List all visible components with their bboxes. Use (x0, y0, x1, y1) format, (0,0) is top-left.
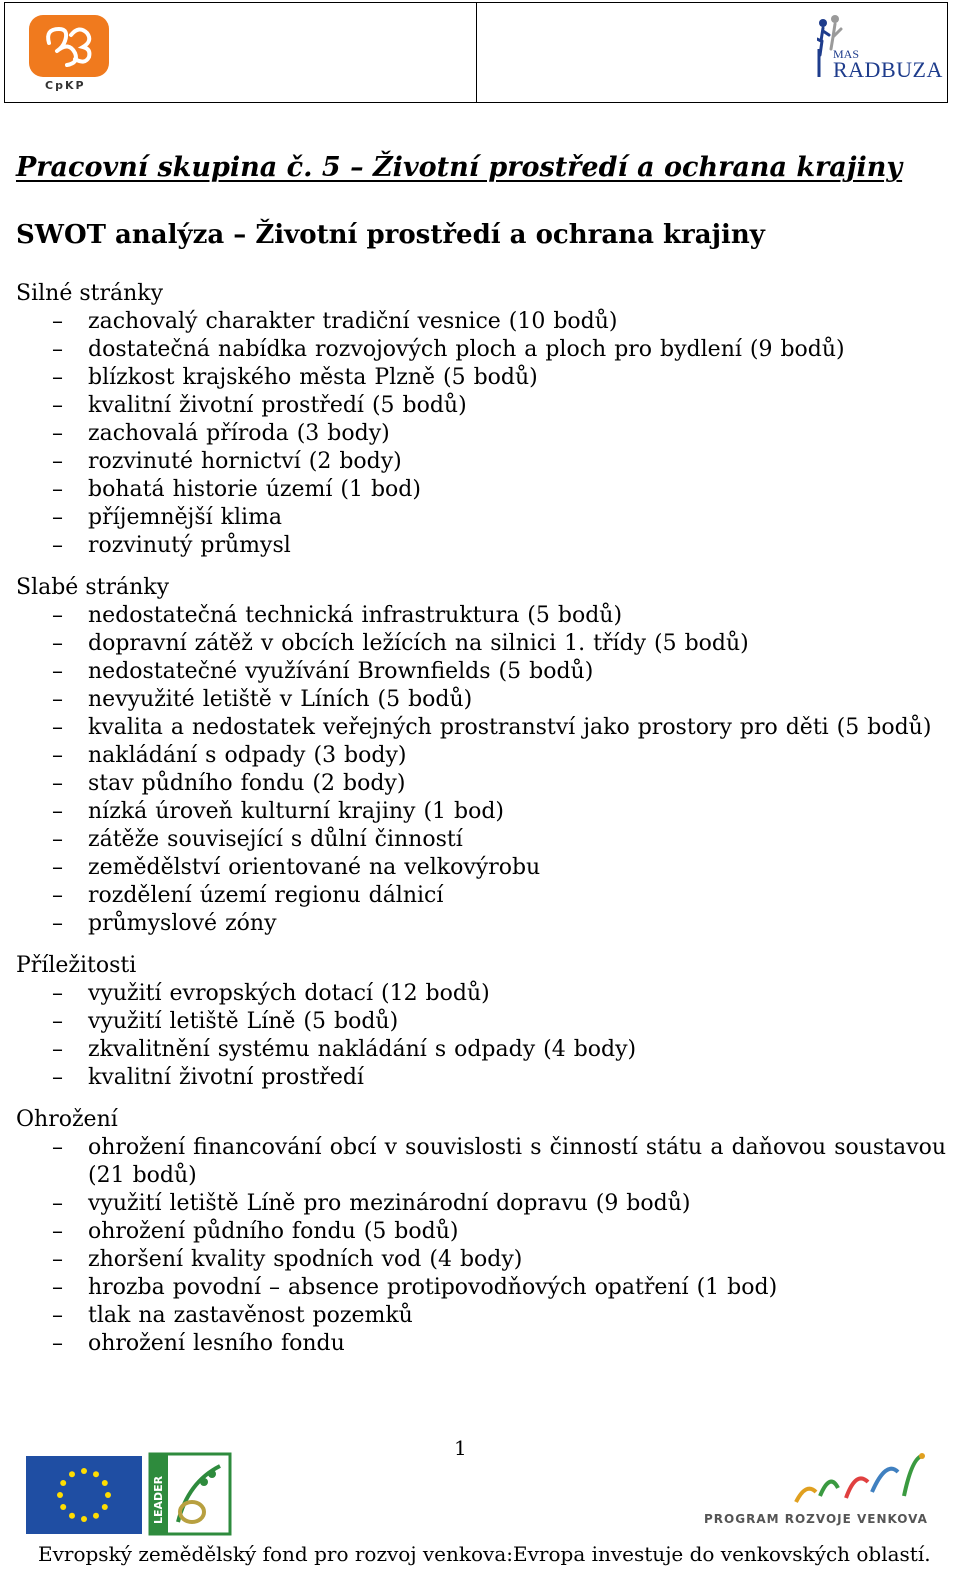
section-heading: Příležitosti (16, 953, 137, 978)
dash-bullet: – (52, 799, 63, 824)
eu-star-icon (102, 1480, 108, 1486)
eu-star-icon (93, 1471, 99, 1477)
list-item (16, 658, 946, 686)
list-item (16, 686, 946, 714)
eu-star-icon (69, 1513, 75, 1519)
eu-star-icon (102, 1504, 108, 1510)
list-item (16, 1274, 946, 1302)
list-item-text: zachovalá příroda (3 body) (88, 421, 390, 446)
dash-bullet: – (52, 715, 63, 740)
section-heading: Silné stránky (16, 281, 164, 306)
list-item-text: nedostatečné využívání Brownfields (5 bodů) (88, 659, 594, 684)
list-item (16, 854, 946, 882)
list-item (16, 364, 946, 392)
list-item-text: zemědělství orientované na velkovýrobu (88, 855, 541, 880)
dash-bullet: – (52, 337, 63, 362)
eu-star-icon (81, 1468, 87, 1474)
dash-bullet: – (52, 631, 63, 656)
eu-star-icon (60, 1480, 66, 1486)
swot-section (16, 280, 946, 560)
list-item-text: nevyužité letiště v Líních (5 bodů) (88, 687, 473, 712)
dash-bullet: – (52, 533, 63, 558)
dash-bullet: – (52, 1037, 63, 1062)
list-item-text: zkvalitnění systému nakládání s odpady (4 body) (88, 1037, 637, 1062)
mas-logo-name: RADBUZA (833, 57, 943, 82)
dash-bullet: – (52, 827, 63, 852)
footer-text: Evropský zemědělský fond pro rozvoj venkova:Evropa investuje do venkovských oblastí. (38, 1542, 931, 1566)
dash-bullet: – (52, 603, 63, 628)
list-item-text: dostatečná nabídka rozvojových ploch a ploch pro bydlení (9 bodů) (88, 337, 845, 362)
list-item (16, 798, 946, 826)
list-item-text: využití letiště Líně pro mezinárodní dopravu (9 bodů) (88, 1191, 691, 1216)
dash-bullet: – (52, 1275, 63, 1300)
section-heading: Slabé stránky (16, 575, 170, 600)
list-item-text: rozdělení území regionu dálnicí (88, 883, 444, 908)
program-rozvoje-venkova-logo-icon (776, 1452, 926, 1508)
swot-section (16, 574, 946, 938)
eu-star-icon (105, 1492, 111, 1498)
list-item-text: využití evropských dotací (12 bodů) (88, 981, 490, 1006)
list-item (16, 714, 946, 742)
list-item-text: ohrožení lesního fondu (88, 1331, 345, 1356)
dash-bullet: – (52, 771, 63, 796)
list-item (16, 1008, 946, 1036)
eu-star-icon (81, 1516, 87, 1522)
list-item-text: stav půdního fondu (2 body) (88, 771, 406, 796)
list-item-text: tlak na zastavěnost pozemků (88, 1303, 413, 1328)
dash-bullet: – (52, 1009, 63, 1034)
list-item-text: hrozba povodní – absence protipovodňových opatření (1 bod) (88, 1275, 778, 1300)
list-item-text: dopravní zátěž v obcích ležících na silnici 1. třídy (5 bodů) (88, 631, 749, 656)
dash-bullet: – (52, 911, 63, 936)
list-item (16, 336, 946, 364)
dash-bullet: – (52, 477, 63, 502)
list-item (16, 826, 946, 854)
list-item (16, 980, 946, 1008)
eu-star-icon (69, 1471, 75, 1477)
dash-bullet: – (52, 981, 63, 1006)
dash-bullet: – (52, 505, 63, 530)
dash-bullet: – (52, 659, 63, 684)
list-item (16, 1246, 946, 1274)
list-item-text: zachovalý charakter tradiční vesnice (10 bodů) (88, 309, 618, 334)
section-heading: Ohrožení (16, 1107, 118, 1132)
cpkp-logo-text: CpKP (45, 79, 86, 92)
header-cell-right (477, 3, 947, 102)
list-item (16, 602, 946, 630)
dash-bullet: – (52, 1247, 63, 1272)
list-item-text: využití letiště Líně (5 bodů) (88, 1009, 399, 1034)
dash-bullet: – (52, 1135, 63, 1160)
dash-bullet: – (52, 365, 63, 390)
list-item (16, 882, 946, 910)
dash-bullet: – (52, 1065, 63, 1090)
dash-bullet: – (52, 743, 63, 768)
list-item-text: kvalitní životní prostředí (5 bodů) (88, 393, 467, 418)
list-item (16, 1036, 946, 1064)
list-item-text: ohrožení půdního fondu (5 bodů) (88, 1219, 459, 1244)
list-item-text: nízká úroveň kulturní krajiny (1 bod) (88, 799, 505, 824)
footer-logos (0, 1452, 960, 1542)
list-item-text: nedostatečná technická infrastruktura (5 bodů) (88, 603, 623, 628)
list-item (16, 308, 946, 336)
list-item-text: rozvinuté hornictví (2 body) (88, 449, 402, 474)
swot-section (16, 952, 946, 1092)
program-rozvoje-venkova-text: PROGRAM ROZVOJE VENKOVA (704, 1512, 928, 1526)
list-item (16, 1330, 946, 1358)
page-number: 1 (454, 1436, 467, 1460)
list-item (16, 420, 946, 448)
list-item (16, 630, 946, 658)
list-item (16, 1218, 946, 1246)
list-item (16, 504, 946, 532)
dash-bullet: – (52, 309, 63, 334)
dash-bullet: – (52, 855, 63, 880)
list-item (16, 392, 946, 420)
eu-star-icon (93, 1513, 99, 1519)
dash-bullet: – (52, 393, 63, 418)
list-item (16, 448, 946, 476)
eu-star-icon (60, 1504, 66, 1510)
dash-bullet: – (52, 883, 63, 908)
list-item (16, 742, 946, 770)
list-item (16, 476, 946, 504)
list-item (16, 1302, 946, 1330)
header-logo-table (4, 2, 948, 103)
eu-flag-icon (26, 1456, 142, 1534)
dash-bullet: – (52, 1191, 63, 1216)
list-item-text: příjemnější klima (88, 505, 283, 530)
mas-logo-small-text: MAS (833, 47, 860, 61)
dash-bullet: – (52, 1331, 63, 1356)
list-item-text: zátěže související s důlní činností (88, 827, 463, 852)
dash-bullet: – (52, 449, 63, 474)
swot-content (16, 280, 946, 1372)
list-item-text: kvalitní životní prostředí (88, 1065, 364, 1090)
list-item-text: nakládání s odpady (3 body) (88, 743, 407, 768)
list-item (16, 1190, 946, 1218)
list-item-text: kvalita a nedostatek veřejných prostranství jako prostory pro děti (5 bodů) (88, 715, 932, 740)
list-item (16, 1134, 946, 1190)
swot-subtitle: SWOT analýza – Životní prostředí a ochrana krajiny (16, 220, 765, 250)
leader-logo-text: LEADER (152, 1475, 165, 1524)
dash-bullet: – (52, 687, 63, 712)
list-item (16, 770, 946, 798)
dash-bullet: – (52, 1303, 63, 1328)
list-item-text: průmyslové zóny (88, 911, 277, 936)
list-item-text: rozvinutý průmysl (88, 533, 291, 558)
swot-section (16, 1106, 946, 1358)
list-item-text: blízkost krajského města Plzně (5 bodů) (88, 365, 538, 390)
leader-logo-icon (148, 1452, 232, 1536)
list-item-text: zhoršení kvality spodních vod (4 body) (88, 1247, 523, 1272)
header-cell-left (5, 3, 477, 102)
list-item-text: ohrožení financování obcí v souvislosti s činností státu a daňovou soustavou (21 bodů) (88, 1135, 946, 1188)
list-item (16, 910, 946, 938)
list-item (16, 532, 946, 560)
dash-bullet: – (52, 421, 63, 446)
list-item-text: bohatá historie území (1 bod) (88, 477, 421, 502)
list-item (16, 1064, 946, 1092)
document-title: Pracovní skupina č. 5 – Životní prostředí a ochrana krajiny (16, 152, 903, 183)
eu-star-icon (57, 1492, 63, 1498)
dash-bullet: – (52, 1219, 63, 1244)
